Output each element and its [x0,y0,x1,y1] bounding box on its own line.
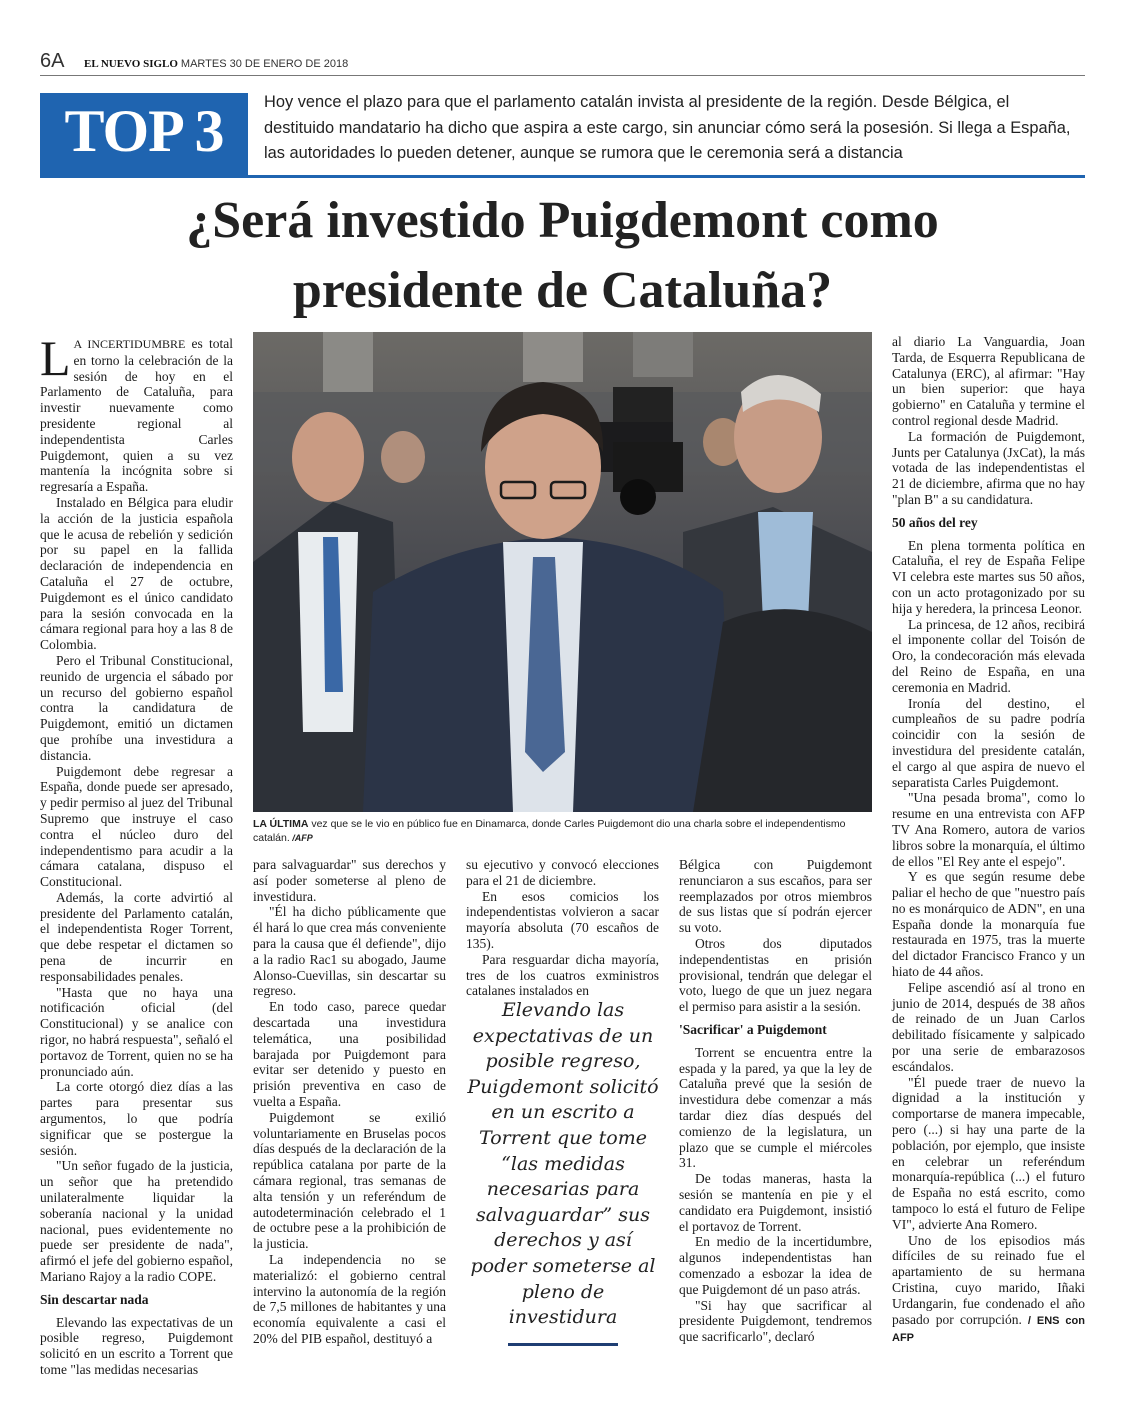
paragraph: Puigdemont se exilió voluntariamente en Bruselas pocos días después de la declaración de la república catalana por parte de la cámara regional, tras semanas de alta tensión y un referéndum de autodeterminación celebrado el 1 de octubre pese a la prohibición de la justicia. [253,1109,446,1252]
paragraph: Además, la corte advirtió al presidente del Parlamento catalán, el independentista Roger Torrent, que debe respetar el dictamen so pena de incurrir en responsabilidades penales. [40,889,233,984]
byline-signoff: / ENS con AFP [892,1314,1085,1345]
lead-text: es total en torno la celebración de la sesión de hoy en el Parlamento de Cataluña, para investir nuevamente como presidente regional al independentista Carles Puigdemont, quien a su vez mantenía la incógnita sobre si regresaría a España. [40,336,234,495]
paragraph: Torrent se encuentra entre la espada y la pared, ya que la ley de Cataluña prevé que la sesión de investidura debe comenzar a más tardar diez días después del comienzo de la legislatura, un plazo que se cumple el miércoles 31. [679,1044,872,1171]
subheading: Sin descartar nada [40,1291,149,1307]
paragraph: Y es que según resume debe paliar el hecho de que "nuestro país no es monárquico de ADN", en una España donde la monarquía fue restaurada en 1975, tras la muerte del dictador Francisco Franco y un hiato de 44 años. [892,869,1085,980]
paragraph: La formación de Puigdemont, Junts per Catalunya (JxCat), la más votada de las independentistas el 21 de diciembre, afirma que no hay "plan B" a su candidatura. [892,428,1085,507]
photo-illustration [253,332,872,812]
page-header [40,50,1085,76]
paragraph: para salvaguardar" sus derechos y así poder someterse al pleno de investidura. [253,857,446,904]
newspaper-name [84,58,348,70]
pull-quote-rule [508,1343,618,1346]
paragraph: La corte otorgó diez días a las partes para presentar sus argumentos, lo que podría significar que se postergue la sesión. [40,1079,233,1158]
drop-cap: L [40,330,71,386]
paragraph: En medio de la incertidumbre, algunos independentistas han comenzado a esbozar la idea de que Puigdemont dé un paso atrás. [679,1234,872,1297]
paragraph: De todas maneras, hasta la sesión se mantenía en pie y el candidato era Puigdemont, insistió el portavoz de Torrent. [679,1171,872,1234]
article-column-1 [40,330,234,1378]
dateline: MARTES 30 DE ENERO DE 2018 [180,58,349,70]
section-divider [40,175,1085,178]
paragraph: Bélgica con Puigdemont renunciaron a sus escaños, para ser reemplazados por otros miembros de sus listas que sí podrán ejercer su voto. [679,857,872,936]
paragraph: Ironía del destino, el cumpleaños de su padre podría coincidir con la sesión de investidura del presidente catalán, el cargo al que aspira de nuevo el separatista Carles Puigdemont. [892,695,1085,790]
paragraph [892,1233,1085,1348]
pull-quote: Elevando las expectativas de un posible regreso, Puigdemont solicitó en un escrito a Torrent que tome “las medidas necesarias para salvaguardar” sus derechos y así poder someterse al pleno de investidura [467,999,659,1329]
article-column-4 [679,857,872,1345]
caption-lead: LA ÚLTIMA [253,818,309,830]
subheading: 50 años del rey [892,514,978,530]
paragraph: "Él puede traer de nuevo la dignidad a la institución y comportarse de manera impecable, pero (...) si hay una parte de la población, por ejemplo, que insiste en celebrar un referéndum monarquía-república (...) el futuro de España no está escrito, como tampoco lo está el futuro de Felipe VI", advierte Ana Romero. [892,1074,1085,1232]
paragraph: Puigdemont debe regresar a España, donde puede ser apresado, y pedir permiso al juez del Tribunal Supremo que instruye el caso contra el núcleo duro del independentismo para acudir a la cámara catalana, dispuso el Constitucional. [40,763,233,890]
article-column-3 [466,857,659,999]
paragraph: En todo caso, parece quedar descartada una investidura telemática, una posibilidad barajada por Puigdemont para evitar ser detenido y puesto en prisión preventiva en caso de vuelta a España. [253,999,446,1109]
paragraph: Felipe ascendió así al trono en junio de 2014, después de 38 años de reinado de un Juan Carlos debilitado físicamente y salpicado por una serie de embarazosos escándalos. [892,979,1085,1074]
paragraph: "Él ha dicho públicamente que él hará lo que crea más conveniente para la causa que él defiende", dijo a la radio Rac1 su abogado, Jaume Alonso-Cuevillas, sin descartar su regreso. [253,904,446,999]
headline-line-2: presidente de Cataluña? [292,262,833,319]
article-photo [253,332,872,812]
headline-line-1: ¿Será investido Puigdemont como [186,192,939,249]
paragraph: La independencia no se materializó: el gobierno central intervino la autonomía de la región de 7,5 millones de habitantes y una economía equivalente a casi el 20% del PIB español, destituyó a [253,1251,446,1346]
paragraph: En esos comicios los independentistas volvieron a sacar mayoría absoluta (70 escaños de 135). [466,888,659,951]
paragraph: "Si hay que sacrificar al presidente Puigdemont, tendremos que sacrificarlo", declaró [679,1297,872,1345]
paragraph: Pero el Tribunal Constitucional, reunido de urgencia el sábado por un recurso del gobierno español contra la candidatura de Puigdemont, emitió un dictamen que prohíbe una investidura a distancia. [40,652,233,763]
paragraph: Elevando las expectativas de un posible regreso, Puigdemont solicitó en un escrito a Torrent que tome "las medidas necesarias [40,1314,233,1377]
article-column-5 [892,334,1085,1347]
page-number: 6A [40,50,65,72]
paragraph: su ejecutivo y convocó elecciones para el 21 de diciembre. [466,857,659,888]
paragraph: Otros dos diputados independentistas en prisión provisional, tendrán que delegar el voto, luego de que un juez negara el permiso para asistir a la sesión. [679,935,872,1015]
section-label-box [40,93,248,175]
article-lead-paragraph [40,330,234,495]
lead-caps: A INCERTIDUMBRE [73,337,186,351]
article-column-2 [253,857,446,1347]
paragraph: Para resguardar dicha mayoría, tres de los cuatros exministros catalanes instalados en [466,951,659,999]
paragraph: al diario La Vanguardia, Joan Tarda, de Esquerra Republicana de Catalunya (ERC), al afirmar: "Hay un bien superior: que haya gobierno" en Cataluña y termine el control regional desde Madrid. [892,334,1085,428]
headline [40,186,1085,326]
paragraph: "Una pesada broma", como lo resume en una entrevista con AFP TV Ana Romero, autora de varios libros sobre la monarquía, el último de ellos "El Rey ante el espejo". [892,790,1085,869]
paragraph: "Un señor fugado de la justicia, un señor que ha pretendido unilateralmente liquidar la soberanía nacional y la unidad nacional, pues evidentemente no puede ser presidente de nada", afirmó el jefe del gobierno español, Mariano Rajoy a la radio COPE. [40,1158,233,1285]
paper-name-text: EL NUEVO SIGLO [84,58,178,70]
paragraph: Instalado en Bélgica para eludir la acción de la justicia española que le acusa de rebelión y sedición por su papel en la fallida declaración de independencia en Cataluña el 27 de octubre, Puigdemont es el único candidato para la sesión convocada en la cámara regional para hoy a las 8 de Colombia. [40,494,233,653]
subheading: 'Sacrificar' a Puigdemont [679,1021,827,1037]
caption-text: vez que se le vio en público fue en Dinamarca, donde Carles Puigdemont dio una charla sobre el independentismo catalán. [253,818,846,844]
section-intro: Hoy vence el plazo para que el parlamento catalán invista al presidente de la región. Desde Bélgica, el destituido mandatario ha dicho que aspira a este cargo, sin anunciar cómo será la posesión. Si llega a España, las autoridades lo pueden detener, aunque se rumora que le ceremonia será a distancia [264,93,1071,162]
paragraph: La princesa, de 12 años, recibirá el imponente collar del Toisón de Oro, la condecoración más elevada del Reino de España, en una ceremonia en Madrid. [892,616,1085,695]
paragraph: En plena tormenta política en Cataluña, el rey de España Felipe VI celebra este martes sus 50 años, con un acto protagonizado por su hija y heredera, la princesa Leonor. [892,537,1085,616]
paragraph: "Hasta que no haya una notificación oficial (del Constitucional) y se analice con rigor, no habrá respuesta", señaló el portavoz de Torrent, quien no se ha pronunciado aún. [40,984,233,1079]
paragraph-text: Uno de los episodios más difíciles de su reinado fue el apartamiento de su hermana Cristina, cuyo marido, Iñaki Urdangarin, fue condenado el año pasado por corrupción. [892,1232,1085,1327]
photo-credit: /AFP [289,833,313,843]
photo-caption [253,817,872,845]
section-label: TOP 3 [64,98,224,164]
